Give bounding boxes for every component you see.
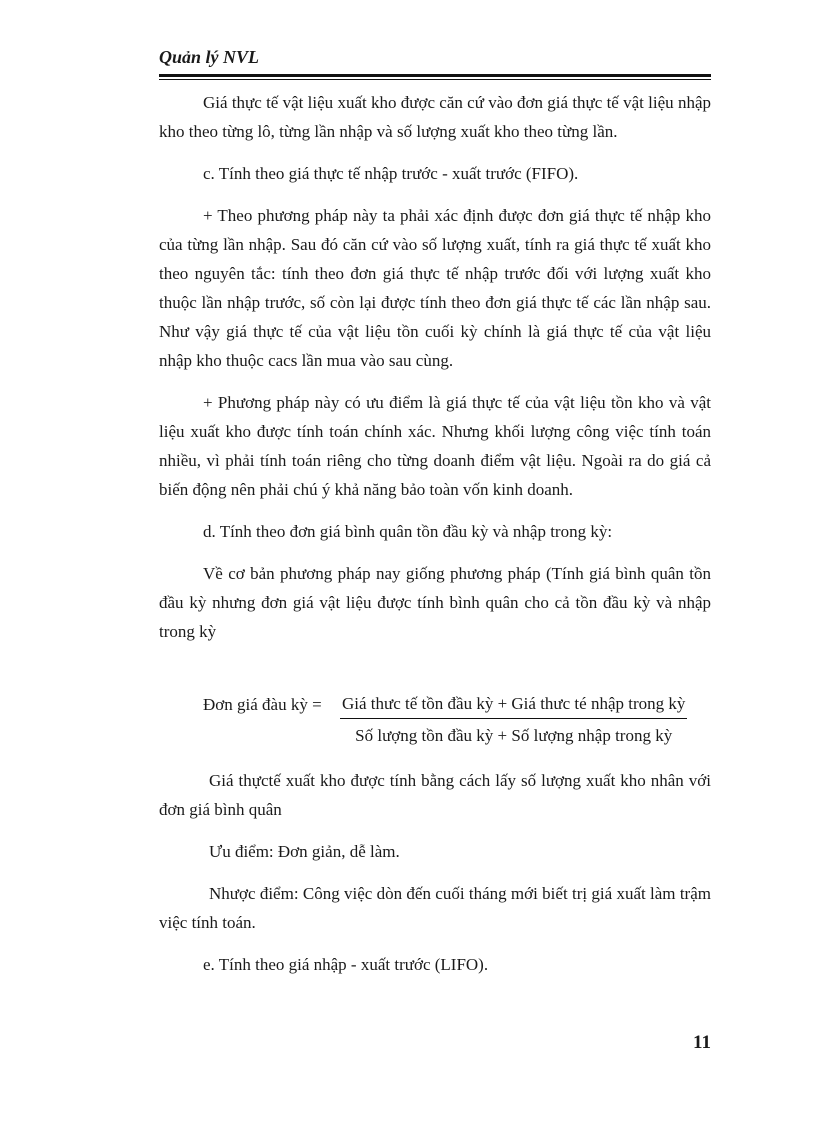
paragraph-weighted-average: Về cơ bản phương pháp nay giống phương pháp (Tính giá bình quân tồn đầu kỳ nhưng đơn giá vật liệu được tính bình quân cho cả tồn đầu kỳ và nhập trong kỳ	[159, 564, 711, 641]
header-rule-thin	[159, 79, 711, 80]
paragraph-disadvantages: Nhược điểm: Công việc dòn đến cuối tháng mới biết trị giá xuất làm trậm việc tính toán.	[159, 884, 711, 932]
heading-weighted-average: d. Tính theo đơn giá bình quân tồn đầu kỳ và nhập trong kỳ:	[203, 522, 613, 541]
paragraph-output-price: Giá thựctế xuất kho được tính bằng cách lấy số lượng xuất kho nhân với đơn giá bình quân	[159, 771, 711, 819]
page-number: 11	[693, 1032, 711, 1053]
heading-lifo: e. Tính theo giá nhập - xuất trước (LIFO).	[203, 955, 489, 974]
heading-fifo: c. Tính theo giá thực tế nhập trước - xuất trước (FIFO).	[203, 164, 579, 183]
paragraph-fifo-method: + Theo phương pháp này ta phải xác định được đơn giá thực tế nhập kho của từng lần nhập. Sau đó căn cứ vào số lượng xuất, tính ra giá thực tế xuất kho theo nguyên tắc: tính theo đơn giá thực tế nhập trước đối với lượng xuất kho thuộc lần nhập trước, số còn lại được tính theo đơn giá thực tế các lần nhập sau. Như vậy giá thực tế của vật liệu tồn cuối kỳ chính là giá thực tế của vật liệu nhập kho thuộc cacs lần mua vào sau cùng.	[159, 206, 711, 370]
header-rule-thick	[159, 74, 711, 77]
paragraph-fifo-advantages: + Phương pháp này có ưu điểm là giá thực tế của vật liệu tồn kho và vật liệu xuất kho được tính toán chính xác. Nhưng khối lượng công việc tính toán nhiều, vì phải tính toán riêng cho từng doanh điểm vật liệu. Ngoài ra do giá cả biến động nên phải chú ý khả năng bảo toàn vốn kinh doanh.	[159, 393, 711, 499]
header-title: Quản lý NVL	[159, 47, 260, 67]
formula-label: Đơn giá đàu kỳ =	[203, 695, 322, 714]
paragraph-advantages: Ưu điểm: Đơn giản, dễ làm.	[209, 842, 400, 861]
formula-numerator: Giá thưc tế tồn đầu kỳ + Giá thưc té nhập trong kỳ	[340, 690, 687, 719]
paragraph-actual-price: Giá thực tế vật liệu xuất kho được căn cứ vào đơn giá thực tế vật liệu nhập kho theo từng lô, từng lần nhập và số lượng xuất kho theo từng lần.	[159, 93, 711, 141]
page-header	[159, 46, 711, 80]
formula-denominator: Số lượng tồn đầu kỳ + Số lượng nhập trong kỳ	[355, 726, 673, 745]
average-price-formula	[159, 690, 711, 753]
formula-fraction	[340, 690, 687, 753]
page-body	[159, 88, 711, 979]
